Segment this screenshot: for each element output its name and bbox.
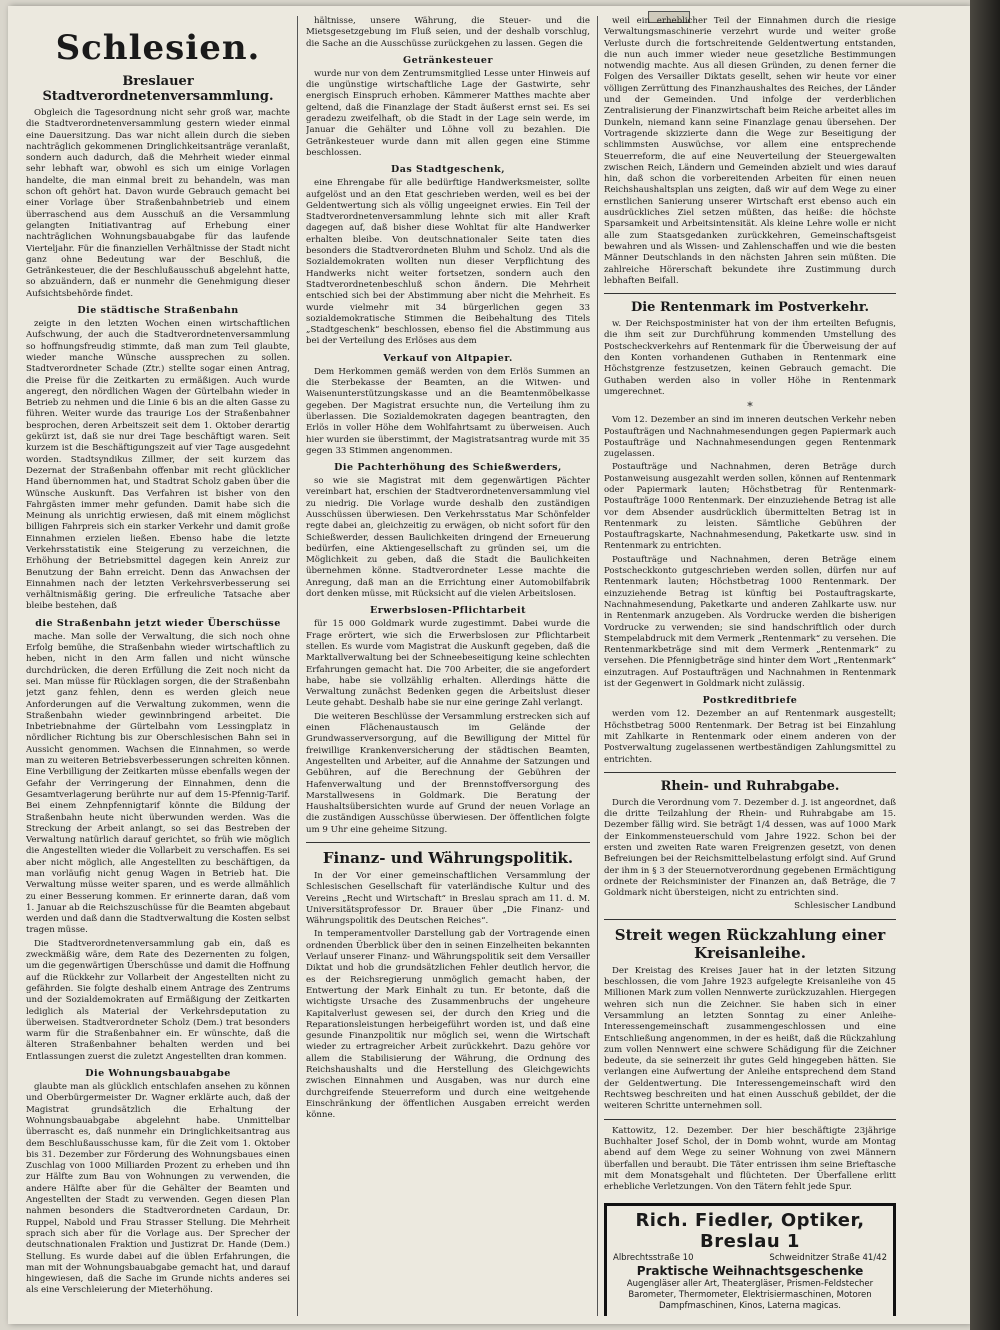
ad-headline: Praktische Weihnachtsgeschenke <box>636 1264 864 1279</box>
byline: Schlesischer Landbund <box>794 901 896 912</box>
paragraph: In der Vor einer gemeinschaftlichen Versammlung der Schlesischen Gesellschaft für vaterländische Kultur und des Vereins „Recht und Wirtschaft“ in Breslau sprach am 11. d. M. Universitätsprofessor Dr. Brauer über „Die Finanz- und Währungspolitik des Deutschen Reiches“. <box>306 871 590 927</box>
subheading: Postkreditbriefe <box>702 695 798 707</box>
article-title: Breslauer Stadtverordnetenversammlung. <box>42 74 274 104</box>
ad-address-right: Schweidnitzer Straße 41/42 <box>769 1253 887 1264</box>
newspaper-page <box>8 6 970 1324</box>
divider <box>604 919 896 920</box>
subheading: die Straßenbahn jetzt wieder Überschüsse <box>35 617 281 629</box>
subheading: Erwerbslosen-Pflichtarbeit <box>369 605 527 617</box>
paragraph: werden vom 12. Dezember an auf Rentenmark ausgestellt; Höchstbetrag 5000 Rentenmark. Der Betrag ist bei Einzahlung mit Zahlkarte in Rentenmark oder einem anderen von der Postverwaltung zugelassenen wertbeständigen Zahlungsmittel zu entrichten. <box>604 709 896 765</box>
asterisk-divider: * <box>747 400 753 414</box>
subheading: Die städtische Straßenbahn <box>77 305 239 317</box>
ad-address-left: Albrechtsstraße 10 <box>613 1253 694 1264</box>
article-title: Die Rentenmark im Postverkehr. <box>630 300 870 316</box>
optician-advertisement <box>604 1203 896 1316</box>
paragraph: zeigte in den letzten Wochen einen wirtschaftlichen Aufschwung, der auch die Stadtverordnetenversammlung so hoffnungsfreudig stimmte, daß man zum Teil glaubte, wieder manche Wünsche aussprechen zu sollen. Stadtverordneter Schade (Ztr.) stellte sogar einen Antrag, die Preise für die Zeitkarten zu ermäßigen. Auch wurde angeregt, den nördlichen Wagen der Gürtelbahn wieder in Betrieb zu nehmen und die Linie 6 bis an die alten Gasse zu führen. Weiter wurde das traurige Los der Straßenbahner besprochen, deren Arbeitszeit seit dem 1. Oktober derartig gekürzt ist, daß sie nur drei Tage beschäftigt waren. Seit kurzem ist die Beschäftigungszeit auf vier Tage ausgedehnt worden. Stadtsyndikus Zillmer, der seit kurzem das Dezernat der Straßenbahn offenbar mit recht glücklicher Hand übernommen hat, und Stadtrat Scholz gaben über die Wünsche Auskunft. Das Verfahren ist bisher von den Fahrgästen immer mehr gefunden. Damit habe sich die Meinung als unrichtig erwiesen, daß mit einem möglichst billigen Fahrpreis sich ein starker Verkehr und damit große Einnahmen erzielen ließen. Ebenso habe die letzte Verkehrsstatistik eine Steigerung zu verzeichnen, die Erhöhung der Betriebsmittel dagegen kein Anreiz zur Benutzung der Bahn erreicht. Denn das Anwachsen der Einnahmen nach der letzten Verkehrsverbesserung sei verhältnismäßig gering. Die erfreuliche Tatsache aber bleibe bestehen, daß <box>26 319 290 612</box>
paragraph: Postaufträge und Nachnahmen, deren Beträge einem Postscheckkonto gutgeschrieben werden sollen, dürfen nur auf Rentenmark lauten; Höchstbetrag 1000 Rentenmark. Der einzuziehende Betrag ist künftig bei Postauftragskarte, Nachnahmesendung, Paketkarte und anderen Zahlkarte usw. nur in Rentenmark anzugeben. Als Vordrucke werden die bisherigen Vordrucke zu verwenden; sie sind handschriftlich oder durch Stempelabdruck mit dem Vermerk „Rentenmark“ zu versehen. Die Rentenmarkbeträge sind mit dem Vermerk „Rentenmark“ zu versehen. Die Pfennigbeträge sind hinter dem Wort „Rentenmark“ einzutragen. Auf Postaufträgen und Nachnahmen in Rentenmark ist der Gegenwert in Goldmark nicht zulässig. <box>604 554 896 690</box>
paragraph: Der Kreistag des Kreises Jauer hat in der letzten Sitzung beschlossen, die vom Jahre 1923 aufgelegte Kreisanleihe von 45 Millionen Mark zum vollen Nennwerte zurückzuzahlen. Hiergegen wehren sich nun die Zeichner. Sie haben sich in einer Versammlung an letzten Sonntag zu einer Anleihe-Interessengemeinschaft zusammengeschlossen und eine Entschließung angenommen, in der es heißt, daß die Rückzahlung zum vollen Nennwert eine schwere Schädigung für die Zeichner bedeute, da sie seinerzeit ihr gutes Geld hingegeben hätten. Sie verlangen eine Aufwertung der Anleihe entsprechend dem Stand der Geldentwertung. Die Interessengemeinschaft wird den Rechtsweg beschreiten und hat einen Ausschuß gebildet, der die weiteren Schritte unternehmen soll. <box>604 965 896 1112</box>
divider <box>604 293 896 294</box>
column-2 <box>306 16 590 1316</box>
ad-addresses <box>613 1253 887 1263</box>
divider <box>604 772 896 773</box>
article-title: Rhein- und Ruhrabgabe. <box>660 778 840 794</box>
paragraph: für 15 000 Goldmark wurde zugestimmt. Dabei wurde die Frage erörtert, wie sich die Erwerbslosen zur Pflichtarbeit stellen. Es wurde vom Magistrat die Auskunft gegeben, daß die Marktallverwaltung bei der Schneebeseitigung keine schlechten Erfahrungen gemacht hat. Die 700 Arbeiter, die sie angefordert habe, habe sie vollzählig erhalten. Allerdings hätte die Verwaltung zunächst Bedenken gegen die Arbeitslust dieser Leute gehabt. Deshalb habe sie nur eine geringe Zahl verlangt. <box>306 619 590 709</box>
paragraph: glaubte man als glücklich entschlafen ansehen zu können und Oberbürgermeister Dr. Wagner erklärte auch, daß der Magistrat grundsätzlich die Erhaltung der Wohnungsbauabgabe abgelehnt habe. Unmittelbar überrascht es, daß nunmehr ein Dringlichkeitsantrag aus dem Beschlußausschusse kam, für die Zeit vom 1. Oktober bis 31. Dezember zur Förderung des Wohnungsbaues einen Zuschlag von 1000 Milliarden Prozent zu erheben und ihn zur Hälfte zum Bau von Wohnungen zu verwenden, die andere Hälfte aber für die Gehälter der Beamten und Angestellten der Stadt zu verwenden. Gegen diesen Plan nahmen besonders die Stadtverordneten Cardaun, Dr. Ruppel, Nabold und Frau Strasser Stellung. Die Mehrheit sprach sich aber für die Vorlage aus. Der Sprecher der deutschnationalen Fraktion und Justizrat Dr. Hande (Dem.) Stellung. Es wurde dabei auf die üblen Erfahrungen, die man mit der Wohnungsbauabgabe gemacht hat, und darauf hingewiesen, daß die Sache im Grunde nichts anderes sei als eine Verschleierung der Mieterhöhung. <box>26 1082 290 1296</box>
paragraph: Obgleich die Tagesordnung nicht sehr groß war, machte die Stadtverordnetenversammlung gestern wieder einmal eine Dauersitzung. Das war nicht allein durch die sieben nachträglich gekommenen Dringlichkeitsanträge veranlaßt, sondern auch dadurch, daß die Mehrheit wieder einmal sehr lebhaft war, obwohl es sich um einige Vorlagen handelte, die man einmal breit zu behandeln, was man schon oft gehört hat. Davon wurde Gebrauch gemacht bei einer Vorlage über Straßenbahnbetrieb und einem überraschend aus dem Ausschuß an die Versammlung gelangten Initiativantrag auf Erhebung einer nachträglichen Wohnungsbauabgabe für das laufende Vierteljahr. Für die finanziellen Verhältnisse der Stadt nicht ganz ohne Bedeutung war der Beschluß, die Getränkesteuer, die der Beschlußausschuß abgelehnt hatte, so abzuändern, daß er nunmehr die Genehmigung dieser Aufsichtsbehörde findet. <box>26 108 290 299</box>
paragraph: In temperamentvoller Darstellung gab der Vortragende einen ordnenden Überblick über den in seinen Einzelheiten bekannten Verlauf unserer Finanz- und Währungspolitik seit dem Versailler Diktat und hob die grundsätzlichen Fehler deutlich hervor, die es der Reichsregierung unmöglich gemacht haben, der Entwertung der Mark Einhalt zu tun. Er betonte, daß die wichtigste Ursache des Zusammenbruchs der ungeheure Kapitalverlust gewesen sei, der durch den Krieg und die Reparationsleistungen herbeigeführt worden ist, und daß eine gesunde Finanzpolitik nur möglich sei, wenn die Wirtschaft wieder zu ertragreicher Arbeit zurückkehrt. Dazu gehöre vor allem die Stabilisierung der Währung, die Ordnung des Reichshaushalts und die Herstellung des Gleichgewichts zwischen Einnahmen und Ausgaben, was nur durch eine durchgreifende Steuerreform und durch eine weitgehende Einschränkung der öffentlichen Ausgaben erreicht werden könne. <box>306 929 590 1121</box>
paragraph: w. Der Reichspostminister hat von der ihm erteilten Befugnis, die ihm seit zur Durchführung kommenden Umstellung des Postscheckverkehrs auf Rentenmark für die Überweisung der auf den Konten vorhandenen Guthaben in Rentenmark eine Höchstgrenze festzusetzen, keinen Gebrauch gemacht. Die Guthaben werden also in voller Höhe in Rentenmark umgerechnet. <box>604 319 896 397</box>
paragraph: mache. Man solle der Verwaltung, die sich noch ohne Erfolg bemühe, die Straßenbahn wieder wirtschaftlich zu heben, nicht in den Arm fallen und nicht wünsche durchdrücken, die deren Erfüllung die Zeit noch nicht da sei. Man müsse für Rücklagen sorgen, die der Straßenbahn jetzt ganz fehlen, denn es werden gleich neue Anforderungen auf die Verwaltung zukommen, wenn die Straßenbahn wieder gewinnbringend arbeitet. Die Inbetriebnahme der Gürtelbahn vom Lessingplatz in nördlicher Richtung bis zur Oberschlesischen Bahn sei in Aussicht genommen. Wachsen die Einnahmen, so werde man zu weiteren Betriebsverbesserungen schreiten können. Eine Verbilligung der Zeitkarten müsse ebenfalls wegen der Gefahr der Verringerung der Einnahmen, denn die Gesamtverlagerung berührte nur auf dem 15-Pfennig-Tarif. Bei einem Zehnpfennigtarif könnte die Bildung der Straßenbahn heute nicht überwunden werden. Was die Streckung der Arbeit anlangt, so sei das Bestreben der Verwaltung natürlich darauf gerichtet, so früh wie möglich die Angestellten wieder die Vollarbeit zu verschaffen. Es sei aber nicht möglich, alle Angestellten zu beschäftigen, da man vorläufig nicht genug Wagen in Betrieb hat. Die Verwaltung müsse weiter sparen, und es werde allmählich zu einer Besserung kommen. Er erinnerte daran, daß vom 1. Januar ab die Reichszuschüsse für die Beamten abgebaut werden und daß dann die Stadtverwaltung die Kosten selbst tragen müsse. <box>26 631 290 936</box>
paragraph: hältnisse, unsere Währung, die Steuer- und die Mietsgesetzgebung im Fluß seien, und der deshalb vorschlug, die Sache an die Ausschüsse zurückgehen zu lassen. Gegen die <box>306 16 590 49</box>
ad-line: Barometer, Thermometer, Elektrisiermaschinen, Motoren <box>628 1290 872 1301</box>
paragraph: so wie sie Magistrat mit dem gegenwärtigen Pächter vereinbart hat, erschien der Stadtverordnetenversammlung viel zu niedrig. Die Vorlage wurde deshalb den zuständigen Ausschüssen überwiesen. Den Verkehrsstatus Mar Schönfelder regte dabei an, gleichzeitig zu erwägen, ob nicht sofort für den Schießwerder, dessen Baulichkeiten dringend der Erneuerung bedürfen, eine Aktiengesellschaft zu gründen sei, um die Möglichkeit zu geben, daß die Stadt die Baulichkeiten übernehmen könne. Stadtverordneter Lesse machte die Anregung, daß man an die Errichtung einer Automobilfabrik dort denken müsse, mit Rücksicht auf die vielen Arbeitslosen. <box>306 476 590 600</box>
divider <box>604 1119 896 1120</box>
page-edge-shadow <box>970 0 1000 1330</box>
news-brief: Kattowitz, 12. Dezember. Der hier beschäftigte 23jährige Buchhalter Josef Schol, der in Domb wohnt, wurde am Montag abend auf dem Wege zu seiner Wohnung von zwei Männern überfallen und beraubt. Die Täter entrissen ihm seine Brieftasche mit dem Monatsgehalt und flüchteten. Der Überfallene erlitt erhebliche Verletzungen. Von den Tätern fehlt jede Spur. <box>604 1125 896 1193</box>
paragraph: weil ein erheblicher Teil der Einnahmen durch die riesige Verwaltungsmaschinerie verzehrt wurde und weiter große Verluste durch die fortschreitende Geldentwertung entstanden, die nun auch immer wieder neue gesetzliche Bestimmungen notwendig machte. Aus all diesen Gründen, zu denen ferner die Folgen des Versailler Diktats gesellt, sehen wir heute vor einer völligen Zerrüttung des Finanzhaushaltes des Reiches, der Länder und der Gemeinden. Und infolge der verderblichen Zentralisierung der Finanzwirtschaft beim Reiche arbeitet alles im Dunkeln, niemand kann seine Finanzlage genau übersehen. Der Vortragende skizzierte dann die Wege zur Beseitigung der schlimmsten Auswüchse, vor allem eine entsprechende Steuerreform, die auf eine Neuverteilung der Steuergewalten zwischen Reich, Ländern und Gemeinden abzielt und wies darauf hin, daß schon die vorbereitenden Arbeiten für einen neuen Reichshaushaltsplan uns zeigten, daß wir auf dem Wege zu einer ernstlichen Sanierung unserer Wirtschaft erst ebenso auch ein ausdrückliches Ziel setzen müßten, das heiße: die höchste Sparsamkeit und Arbeitsintensität. Als kleine Lehre wolle er nicht alle zum Staatsgedanken zurückkehren, Gemeinschaftsgeist bewahren und als Wissen- und Zahlenschaffen und wie die besten Männer Deutschlands in den nächsten Jahren sein müßten. Die zahlreiche Hörerschaft bekundete ihre Zustimmung durch lebhaften Beifall. <box>604 16 896 286</box>
article-title: Finanz- und Währungspolitik. <box>322 849 574 867</box>
subheading: Verkauf von Altpapier. <box>383 352 513 364</box>
paragraph: Dem Herkommen gemäß werden von dem Erlös Summen an die Sterbekasse der Beamten, an die Witwen- und Waisenunterstützungskasse und an die Beamtenmöbelkasse gegeben. Der Magistrat ersuchte nun, die Verteilung ihm zu überlassen. Die Sozialdemokraten dagegen beantragten, den Erlös in voller Höhe dem Wohlfahrtsamt zu überweisen. Auch hier wurden sie überstimmt, der Magistratsantrag wurde mit 35 gegen 33 Stimmen angenommen. <box>306 366 590 456</box>
section-masthead: Schlesien. <box>55 28 261 68</box>
column-1 <box>26 16 290 1316</box>
column-rule <box>597 16 598 1316</box>
column-3 <box>604 16 896 1316</box>
ad-company-name: Rich. Fiedler, Optiker, Breslau 1 <box>635 1210 865 1253</box>
ad-line: Dampfmaschinen, Kinos, Laterna magicas. <box>659 1301 841 1312</box>
paragraph: Die Stadtverordnetenversammlung gab ein, daß es zweckmäßig wäre, dem Rate des Dezernenten zu folgen, um die gegenwärtigen Überschüsse und damit die Hoffnung auf die Rückkehr zur Vollarbeit der Angestellten nicht zu gefährden. Sie folgte deshalb einem Antrage des Zentrums und der Sozialdemokraten auf Ermäßigung der Zeitkarten lediglich als Material der Verkehrsdeputation zu überweisen. Stadtverordneter Scholz (Dem.) trat besonders warm für die Straßenbahner ein. Er wünschte, daß die älteren Straßenbahner behalten werden und bei Entlassungen zuerst die zuletzt Angestellten dran kommen. <box>26 938 290 1062</box>
subheading: Die Pachterhöhung des Schießwerders, <box>334 462 562 474</box>
article-title: Streit wegen Rückzahlung einer Kreisanleihe. <box>614 925 886 962</box>
ad-line: Augengläser aller Art, Theatergläser, Prismen-Feldstecher <box>626 1279 874 1290</box>
paragraph: wurde nur von dem Zentrumsmitglied Lesse unter Hinweis auf die ungünstige wirtschaftliche Lage der Gastwirte, sehr energisch Einspruch erhoben. Kämmerer Matthes machte aber geltend, daß die Finanzlage der Stadt äußerst ernst sei. Es sei geradezu zweifelhaft, ob die Stadt in der Lage sein werde, im Januar die Gehälter und Löhne voll zu bezahlen. Die Getränkesteuer wurde dann mit allen gegen eine Stimme beschlossen. <box>306 68 590 158</box>
subheading: Das Stadtgeschenk, <box>390 164 506 176</box>
subheading: Getränkesteuer <box>403 54 493 66</box>
paragraph: Die weiteren Beschlüsse der Versammlung erstrecken sich auf einen Flächenaustausch im Gelände der Grundwasserversorgung, auf die Bewilligung der Mittel für freiwillige Krankenversicherung der städtischen Beamten, Angestellten und Arbeiter, auf die Annahme der Satzungen und Gebühren, auf die Berechnung der Gebühren der Hafenverwaltung und der Brennstoffversorgung des Marstallwesens in Goldmark. Die Beratung der Haushaltsübersichten wurde auf Grund der neuen Vorlage an die zuständigen Ausschüsse überwiesen. Der öffentlichen folgte um 9 Uhr eine geheime Sitzung. <box>306 711 590 835</box>
paragraph: Postaufträge und Nachnahmen, deren Beträge durch Postanweisung ausgezahlt werden sollen, können auf Rentenmark oder Papiermark lauten; Höchstbetrag für Rentenmark-Postaufträge 1000 Rentenmark. Der einzuziehende Betrag ist alle vor dem Absender ausdrücklich übermittelten Betrag ist in Rentenmark zu leisten. Sämtliche Gebühren der Postauftragskarte, Nachnahmesendung, Paketkarte usw. sind in Rentenmark zu entrichten. <box>604 462 896 552</box>
column-rule <box>297 16 298 1316</box>
paragraph: eine Ehrengabe für alle bedürftige Handwerksmeister, sollte aufgelöst und an den Etat geschrieben werden, weil es bei der Geldentwertung sich als völlig ungeeignet erwies. Ein Teil der Stadtverordnetenversammlung lehnte sich mit aller Kraft dagegen auf, daß bisher diese Wohltat für alte Handwerker erhalten bleibe. Von deutschnationaler Seite taten dies besonders die Stadtverordneten Bluhm und Scholz. Und als die Sozialdemokraten wollten nun dieser Verpflichtung des Handwerks nicht weiter fortsetzen, sondern auch den Stadtverordnetenbeschluß schon ändern. Die Mehrheit entschied sich bei der Abstimmung aber nicht die Mehrheit. Es wurde vielmehr mit 34 bürgerlichen gegen 33 sozialdemokratische Stimmen die Beibehaltung des Titels „Stadtgeschenk“ beschlossen, ebenso fiel die Abstimmung aus bei der Verteilung des Erlöses aus dem <box>306 178 590 347</box>
paragraph: Durch die Verordnung vom 7. Dezember d. J. ist angeordnet, daß die dritte Teilzahlung der Rhein- und Ruhrabgabe am 15. Dezember fällig wird. Sie beträgt 1/4 dessen, was auf 1000 Mark der Einkommensteuerschuld vom Jahre 1922. Schon bei der ersten und zweiten Rate waren Freigrenzen gesetzt, von denen Befreiungen bei der Reichsmittelbelastung erfolgt sind. Auf Grund der ihm in § 3 der Steuernotverordnung gegebenen Ermächtigung ordnete der Reichsminister der Finanzen an, daß Beträge, die 7 Goldmark nicht übersteigen, nicht zu entrichten sind. <box>604 797 896 899</box>
subheading: Die Wohnungsbauabgabe <box>85 1068 231 1080</box>
divider <box>306 842 590 843</box>
paragraph: Vom 12. Dezember an sind im inneren deutschen Verkehr neben Postaufträgen und Nachnahmesendungen gegen Papiermark auch Postaufträge und Nachnahmesendungen gegen Rentenmark zugelassen. <box>604 415 896 460</box>
